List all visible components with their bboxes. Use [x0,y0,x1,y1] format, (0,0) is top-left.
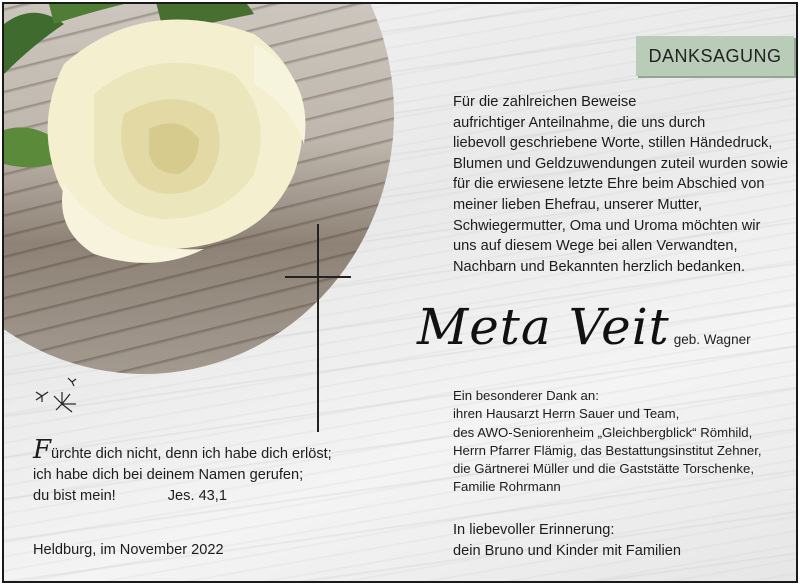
memory-line: In liebevoller Erinnerung: [453,522,615,538]
verse-reference: Jes. 43,1 [167,488,227,504]
deceased-name-row [417,297,751,357]
intro-line: uns auf diesem Wege bei allen Verwandten, [453,238,738,255]
intro-line: Blumen und Geldzuwendungen zuteil wurden sowie [453,155,789,172]
verse-line-3 [33,486,332,507]
memory-line: dein Bruno und Kinder mit Familien [453,543,681,559]
obituary-card [2,2,798,583]
dandelion-icon [32,376,82,416]
intro-text [453,92,788,277]
verse-line-3-text: du bist mein! [33,488,116,504]
verse-line-1-text: ürchte dich nicht, denn ich habe dich erlöst; [51,446,332,462]
deceased-name: Meta Veit [417,298,670,356]
intro-line: für die erwiesene letzte Ehre beim Abschied von [453,176,765,193]
thanks-line: des AWO-Seniorenheim „Gleichbergblick“ Römhild, [453,424,753,440]
thanks-line: Familie Rohrmann [453,479,561,495]
memory-signature [453,520,681,562]
birth-name: geb. Wagner [673,332,751,347]
intro-line: meiner lieben Ehefrau, unserer Mutter, [453,196,703,213]
thanks-line: die Gärtnerei Müller und die Gaststätte Torschenke, [453,461,755,477]
verse-line-2: ich habe dich bei deinem Namen gerufen; [33,467,304,483]
intro-line: Nachbarn und Bekannten herzlich bedanken. [453,258,746,275]
thanks-line: Ein besonderer Dank an: [453,388,599,403]
thanks-line: ihren Hausarzt Herrn Sauer und Team, [453,406,680,422]
thanks-line: Herrn Pfarrer Flämig, das Bestattungsinstitut Zehner, [453,442,762,458]
intro-line: aufrichtiger Anteilnahme, die uns durch [453,114,706,131]
danksagung-badge: DANKSAGUNG [636,36,794,76]
intro-line: liebevoll geschriebene Worte, stillen Händedruck, [453,135,773,152]
verse-dropcap: F [33,435,52,465]
cross-icon [285,224,351,432]
special-thanks [453,387,762,497]
intro-line: Schwiegermutter, Oma und Uroma möchten wir [453,217,761,234]
intro-line: Für die zahlreichen Beweise [453,94,637,110]
bible-verse [33,435,332,507]
verse-line-1 [33,435,332,465]
place-date: Heldburg, im November 2022 [33,542,224,558]
